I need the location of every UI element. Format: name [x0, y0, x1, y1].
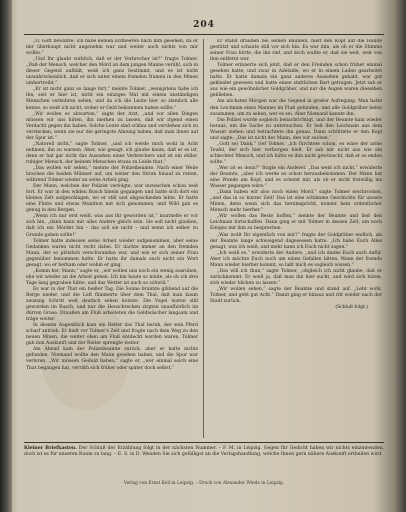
paragraph: „Wenn ich nur erst weiß, was aus ihr geworden ist,“ murmelte er vor sich hin, „dann kann mir alles Andere gleich sein. Sie soll nicht glauben, daß ich ein Mörder bin – das soll sie nicht – und wenn ich selber zu Grunde gehen sollte!“: [26, 214, 198, 238]
page-number: 204: [193, 20, 215, 30]
publisher-imprint: Verlag von Ernst Keil in Leipzig. – Druck von Alexander Wiede in Leipzig.: [123, 481, 285, 486]
paragraph: Tolmer hatte indessen seine Arbeit wieder aufgenommen, aber seine Gedanken waren nicht recht dabei. Er dachte immer an den fremden Mann, der so plötzlich verschwunden war, und wie er sich seiner Frau gegenüber benommen hatte. Er hatte ihr damals auch nicht ein Wort gesagt, wo er herkam oder wohin er ging.: [26, 238, 198, 268]
paragraph: „Gott sei Dank,“ rief Tolmer, „ich fürchtete schon, es wäre der arme Teufel, der sich hier verborgen hielt. Er sah mir nicht aus wie ein schlechter Mensch, und ich hätte es ihm nicht gewünscht, daß er so enden sollte.“: [210, 141, 382, 165]
paragraph: „Wir wollen das Beste hoffen,“ meinte der Beamte und ließ den Leichnam fortschaffen. Dann ging er mit Tolmer in dessen Zelt, um noch Einiges mit ihm zu besprechen.: [210, 214, 382, 232]
paragraph: „Das will ich thun,“ sagte Tolmer, „obgleich ich nicht glaube, daß er zurückkommt. Er weiß ja, daß man ihn hier sucht, und wird sich hüten, sich wieder blicken zu lassen.“: [210, 268, 382, 286]
paragraph: „Natorell nicht,“ sagte Tolmer, „und ich werde mich wohl in Acht nehmen, ihn zu warnen. Aber, wie gesagt, ich glaube kaum, daß er es ist, denn er hat gar nicht das Aussehen eines Verbrechers und ist ein stiller, ruhiger Mensch, der keinem Menschen etwas zu Leide thut.“: [26, 141, 198, 165]
paragraph: „Er ist nicht ganz so lange fort,“ meinte Tolmer, „wenigstens habe ich ihn, seit er hier ist, nicht ein einziges Mal mit einem anständigen Menschen verkehren sehen, und da ich die Leute hier so ziemlich alle kenne, so weiß ich nicht, woher er Geld bekommen haben sollte.“: [26, 87, 198, 111]
paragraph: „Komm her, Mann,“ sagte er, „wir wollen uns noch ein wenig ausruhen, ehe wir wieder an die Arbeit gehen. Ich bin heute so müde, als ob ich drei Tage lang gegraben hätte, und das Wetter ist auch so schwül.“: [26, 268, 198, 286]
left-column: [26, 39, 198, 438]
paragraph: „Dann haben wir also noch einen Mord,“ sagte Tolmer erschrocken, „und das in so kurzer Zeit! Das ist eine schlimme Geschichte für unsere Minen, denn wenn sich das herumspricht, kommt kein ordentlicher Mensch mehr hierher.“: [210, 190, 382, 214]
paragraph: Am Abend kam der Polizeibeamte zurück, aber er hatte nichts gefunden. Niemand wollte den Mann gesehen haben, und die Spur war verloren. „Wir müssen Geduld haben,“ sagte er, „wer einmal solch eine That begangen hat, verräth sich früher oder später doch selbst.“: [26, 347, 198, 371]
continuation-note: (Schluß folgt.): [335, 305, 368, 311]
paragraph: „Wer ist es denn?“ fragte ein Anderer. „Das weiß ich nicht,“ erwiderte der Beamte, „aber ich werde es schon herausbekommen. Der Mann hat eine Wunde am Kopf, und es scheint mir, als ob er nicht freiwillig ins Wasser gegangen wäre.“: [210, 165, 382, 190]
paragraph: Der Mann, welchen der Polizist verfolgte, war inzwischen schon weit fort. Er war in den wilden Busch hinein gegangen und hatte sich dort ein kleines Zelt aufgeschlagen, wo er still und abgeschieden lebte. Er hatte eine Flinte und etwas Munition mit sich genommen, und Wild gab es genug in den Bergen.: [26, 184, 198, 214]
paragraph: Am nächsten Morgen war die Gegend in großer Aufregung. Man hatte den Leichnam eines Mannes im Fluß gefunden, und alle Goldgräber liefen zusammen, um zu sehen, wer es sei. Aber Niemand kannte ihn.: [210, 99, 382, 117]
text-columns: [26, 39, 382, 438]
paragraph: Tolmer erinnerte sich jetzt, daß er den Fremden schon früher einmal gesehen hatte, und zwar in Adelaide, wo er in einem Laden gearbeitet hatte. Er hatte damals ein ganz anderes Aussehen gehabt, war gut gekleidet gewesen und hatte einen stattlichen Bart getragen. Jetzt sah er aus wie ein gewöhnlicher Goldgräber, und nur die Augen waren dieselben geblieben.: [210, 63, 382, 99]
column-divider: [203, 39, 204, 438]
paragraph: „Wir wollen sehen,“ sagte der Beamte und stand auf. „Lebt wohl, Tolmer, und gebt gut Acht.“ Damit ging er hinaus und ritt wieder nach der Stadt zurück.: [210, 286, 382, 305]
paragraph: Es war in der That ein heißer Tag. Die Sonne brannte glühend auf die Berge nieder, und die Luft flimmerte über dem Thal, daß man kaum zwanzig Schritt weit deutlich sehen konnte. Die Vogel waren still geworden im Busch, und nur die Heuschrecken zirpten unaufhörlich im dürren Grase. Draußen am Fluß arbeiteten die Goldwäscher langsam und träge weiter.: [26, 286, 198, 323]
briefkasten-text: Der Schluß der Erzählung folgt in der nächsten Nummer. – F. M. in Leipzig. Gegen Ihr Gedicht haben wir nichts einzuwenden, doch ist es für unseren Raum zu lang. – E. S. in D. Wenden Sie sich gefälligst an die Verlagshandlung, welche Ihnen gern nähere Auskunft ertheilen wird.: [24, 446, 384, 457]
paragraph: In diesem Augenblick kam ein Reiter das Thal herab, der sein Pferd scharf antrieb. Er hielt vor Tolmer's Zelt und fragte nach dem Weg zu den neuen Minen, die weiter oben am Fluß entdeckt worden waren. Tolmer gab ihm Auskunft und der Reiter sprengte weiter.: [26, 323, 198, 347]
paragraph: „Wir wollen es abwarten,“ sagte der Arzt, „und vor allen Dingen müssen wir uns hüten, ihn merken zu lassen, daß wir irgend einen Verdacht gegen ihn haben. Solche Leute sind schlau und verstehen sich zu verstecken, wenn sie nur die geringste Ahnung haben, daß man ihnen auf der Spur ist.“: [26, 111, 198, 141]
paragraph: Er stand draußen bei seinen Bäumen, hielt den Kopf auf die Hände gestützt und schaute still vor sich hin. Es war ihm, als ob er die Stimme seiner Frau hörte, die ihn rief, und doch wußte er, daß sie weit, weit von ihm entfernt war.: [210, 39, 382, 63]
paragraph: „Was wollt Ihr eigentlich von mir?“ fragte der Goldgräber endlich, als der Beamte lange schweigend dagesessen hatte. „Ich habe Euch Alles gesagt, was ich weiß, und mehr kann ich Euch nicht sagen.“: [210, 232, 382, 250]
page-footer: [24, 442, 384, 495]
paragraph: „Das wollen wir sehen,“ meinte der Polizeibeamte. Nach einer Weile brachen die beiden Männer auf, um weiter den Strom hinauf zu reiten, während Tolmer wieder an seine Arbeit ging.: [26, 165, 198, 184]
page-header: [24, 22, 384, 35]
book-binding-edge: [0, 0, 12, 512]
briefkasten-notice: [24, 446, 384, 458]
magazine-page: [14, 22, 390, 500]
right-column: [210, 39, 382, 438]
paragraph: „O, Gott bewahre; ich habe keinen Erdbeeren nach ihm gesehen, da er mir überhaupt nicht angenehm war und weiter auch nichts von mir wollte.“: [26, 39, 198, 57]
briefkasten-title: Kleiner Briefkasten.: [24, 446, 77, 451]
paragraph: „Und Ihr glaubt wirklich, daß er der Verbrecher ist?“ fragte Tolmer. „Daß der Mensch, welcher den Mord an dem jungen Manne verübt, sich in dieser Gegend aufhält, weiß ich ganz bestimmt, und es ist nicht unwahrscheinlich, daß er sich unter einem fremden Namen in den Minen umhertreibt.“: [26, 57, 198, 87]
paragraph: Die Polizei wurde sogleich benachrichtigt, und der Beamte kam wieder heraus, um die Sache zu untersuchen. Er ließ den Leichnam aus dem Wasser ziehen und betrachtete ihn genau. Dann schüttelte er den Kopf und sagte: „Das ist nicht der Mann, den wir suchen.“: [210, 117, 382, 141]
paragraph: „Ich weiß es,“ erwiderte der Andere, „und ich danke Euch auch dafür. Aber ich möchte Euch noch um einen Gefallen bitten. Wenn der fremde Mann wieder hierher kommt, so laßt mich es sogleich wissen.“: [210, 250, 382, 268]
